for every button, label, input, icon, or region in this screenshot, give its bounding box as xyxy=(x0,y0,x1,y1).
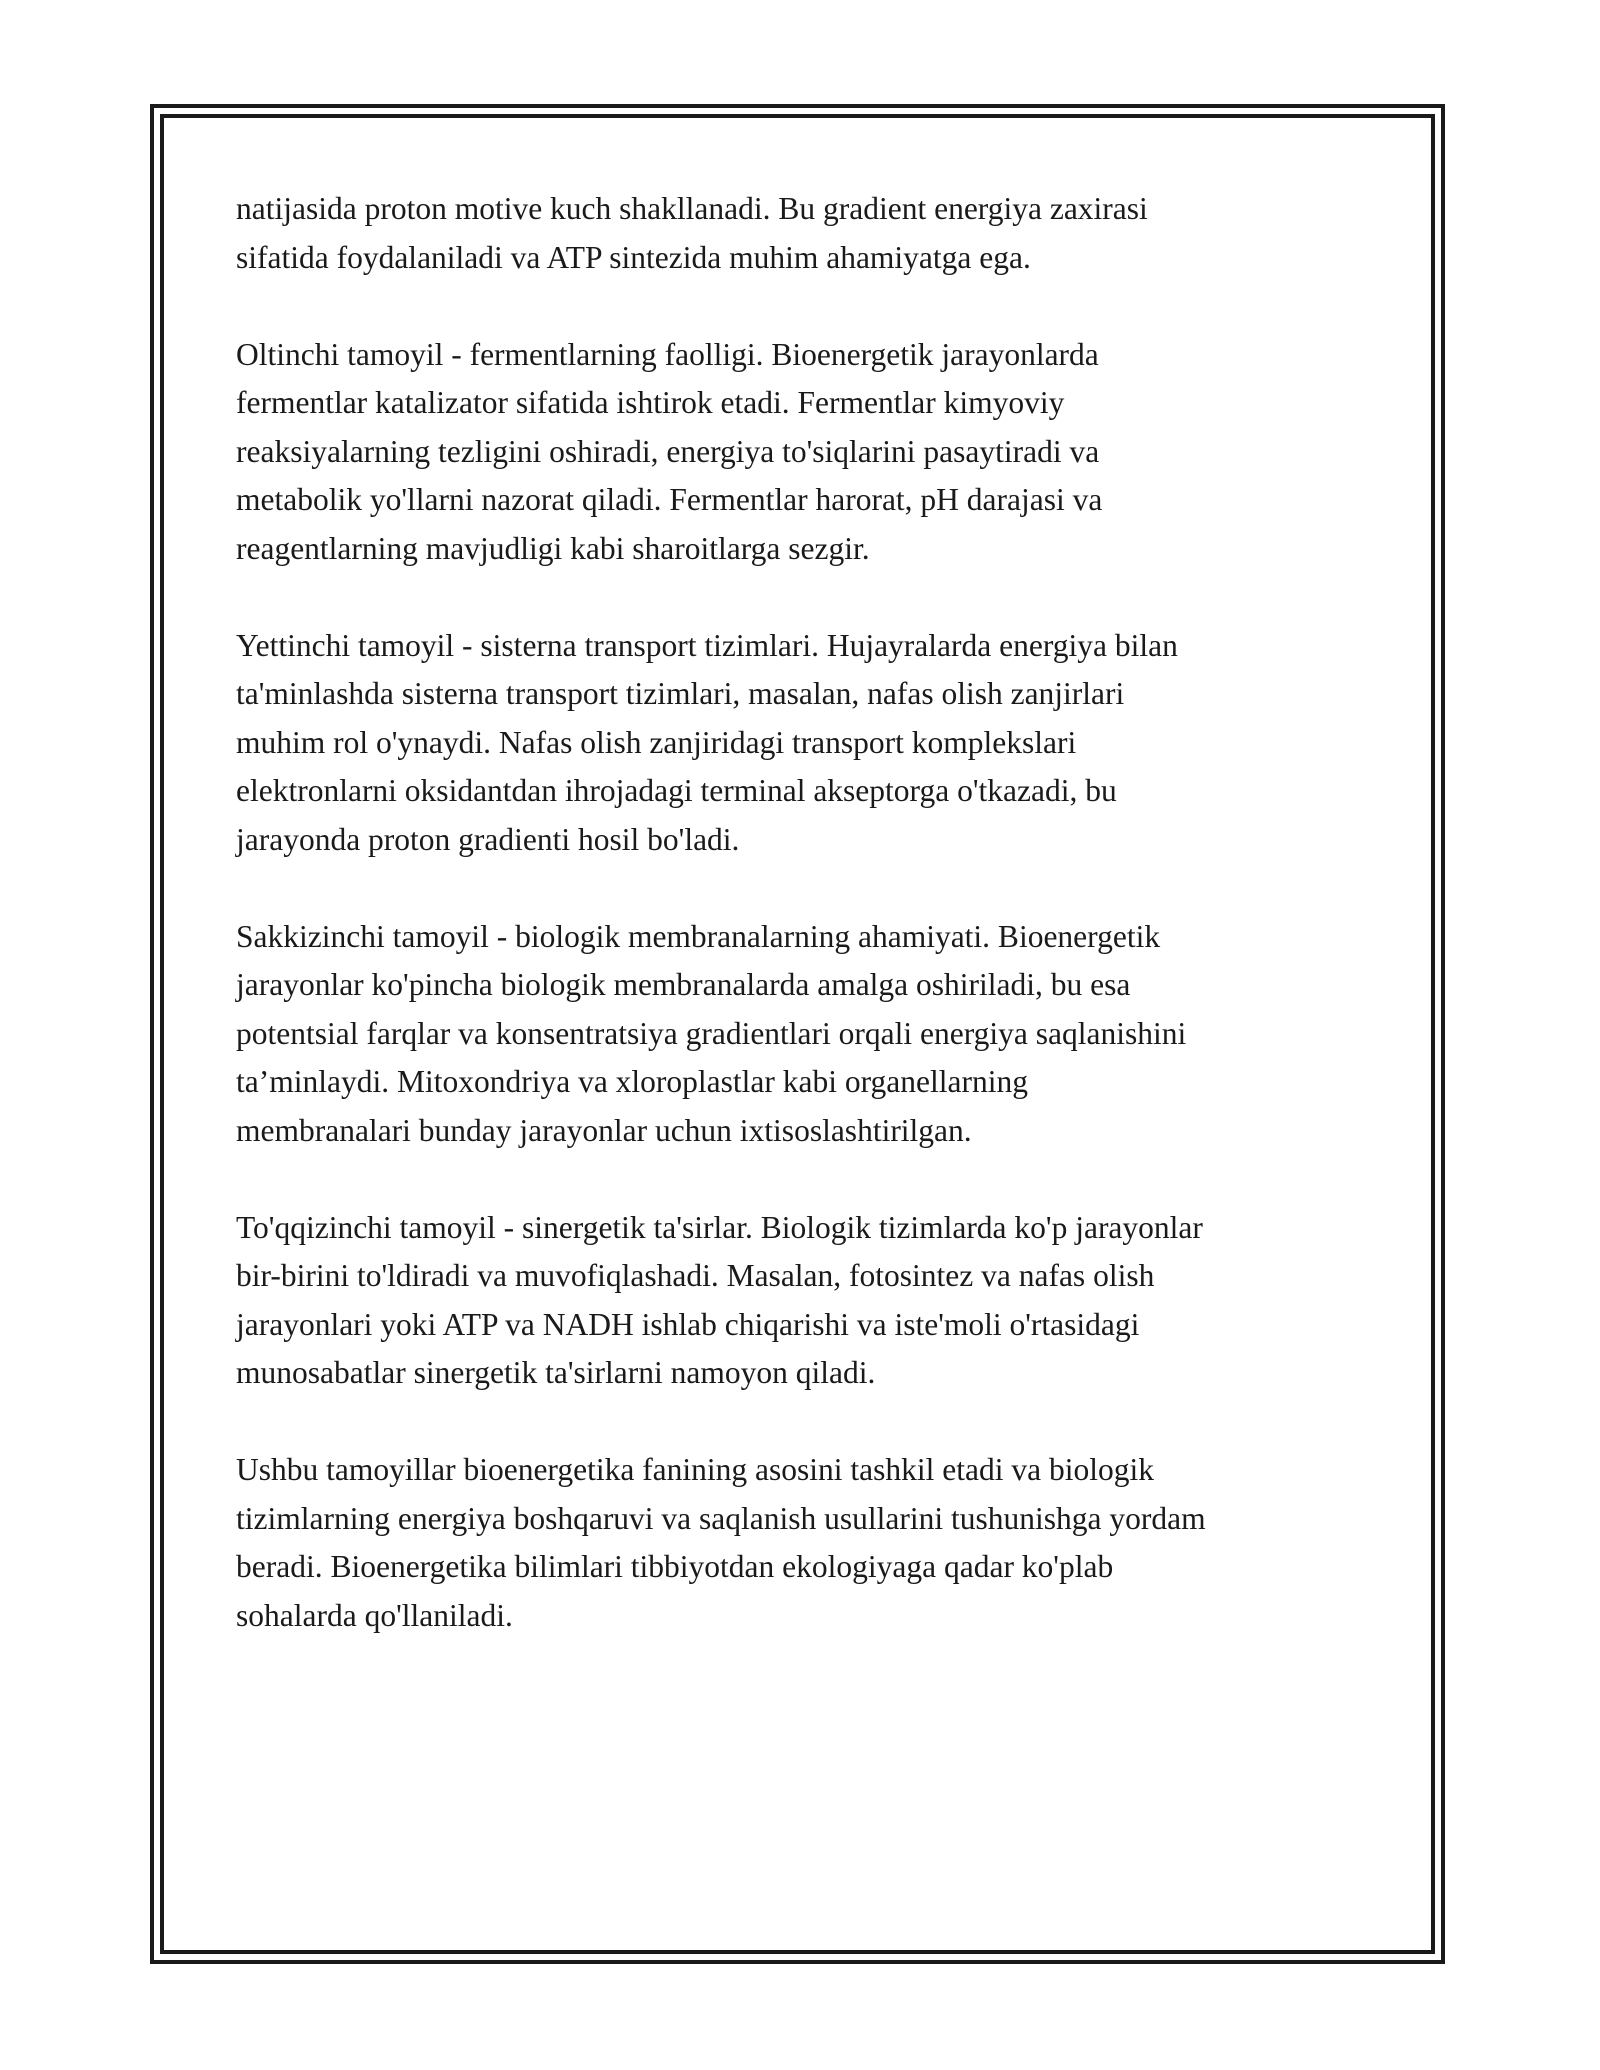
paragraph-proton-motive: natijasida proton motive kuch shakllanadi. Bu gradient energiya zaxirasi sifatida foydalaniladi va ATP sintezida muhim ahamiyatga ega. xyxy=(236,191,1148,275)
paragraph-sixth-principle: Oltinchi tamoyil - fermentlarning faolligi. Bioenergetik jarayonlarda fermentlar katalizator sifatida ishtirok etadi. Fermentlar kimyoviy reaksiyalarning tezligini oshiradi, energiya to'siqlarini pasaytiradi va metabolik yo'llarni nazorat qiladi. Fermentlar harorat, pH darajasi va reagentlarning mavjudligi kabi sharoitlarga sezgir. xyxy=(236,336,1103,566)
document-body xyxy=(236,185,1376,1689)
paragraph-seventh-principle: Yettinchi tamoyil - sisterna transport tizimlari. Hujayralarda energiya bilan ta'minlashda sisterna transport tizimlari, masalan, nafas olish zanjirlari muhim rol o'ynaydi. Nafas olish zanjiridagi transport komplekslari elektronlarni oksidantdan ihrojadagi terminal akseptorga o'tkazadi, bu jarayonda proton gradienti hosil bo'ladi. xyxy=(236,627,1178,857)
paragraph-conclusion: Ushbu tamoyillar bioenergetika fanining asosini tashkil etadi va biologik tizimlarning energiya boshqaruvi va saqlanish usullarini tushunishga yordam beradi. Bioenergetika bilimlari tibbiyotdan ekologiyaga qadar ko'plab sohalarda qo'llaniladi. xyxy=(236,1452,1206,1633)
paragraph-eighth-principle: Sakkizinchi tamoyil - biologik membranalarning ahamiyati. Bioenergetik jarayonlar ko'pincha biologik membranalarda amalga oshiriladi, bu esa potentsial farqlar va konsentratsiya gradientlari orqali energiya saqlanishini ta’minlaydi. Mitoxondriya va xloroplastlar kabi organellarning membranalari bunday jarayonlar uchun ixtisoslashtirilgan. xyxy=(236,918,1187,1148)
paragraph-ninth-principle: To'qqizinchi tamoyil - sinergetik ta'sirlar. Biologik tizimlarda ko'p jarayonlar bir-birini to'ldiradi va muvofiqlashadi. Masalan, fotosintez va nafas olish jarayonlari yoki ATP va NADH ishlab chiqarishi va iste'moli o'rtasidagi munosabatlar sinergetik ta'sirlarni namoyon qiladi. xyxy=(236,1209,1203,1390)
